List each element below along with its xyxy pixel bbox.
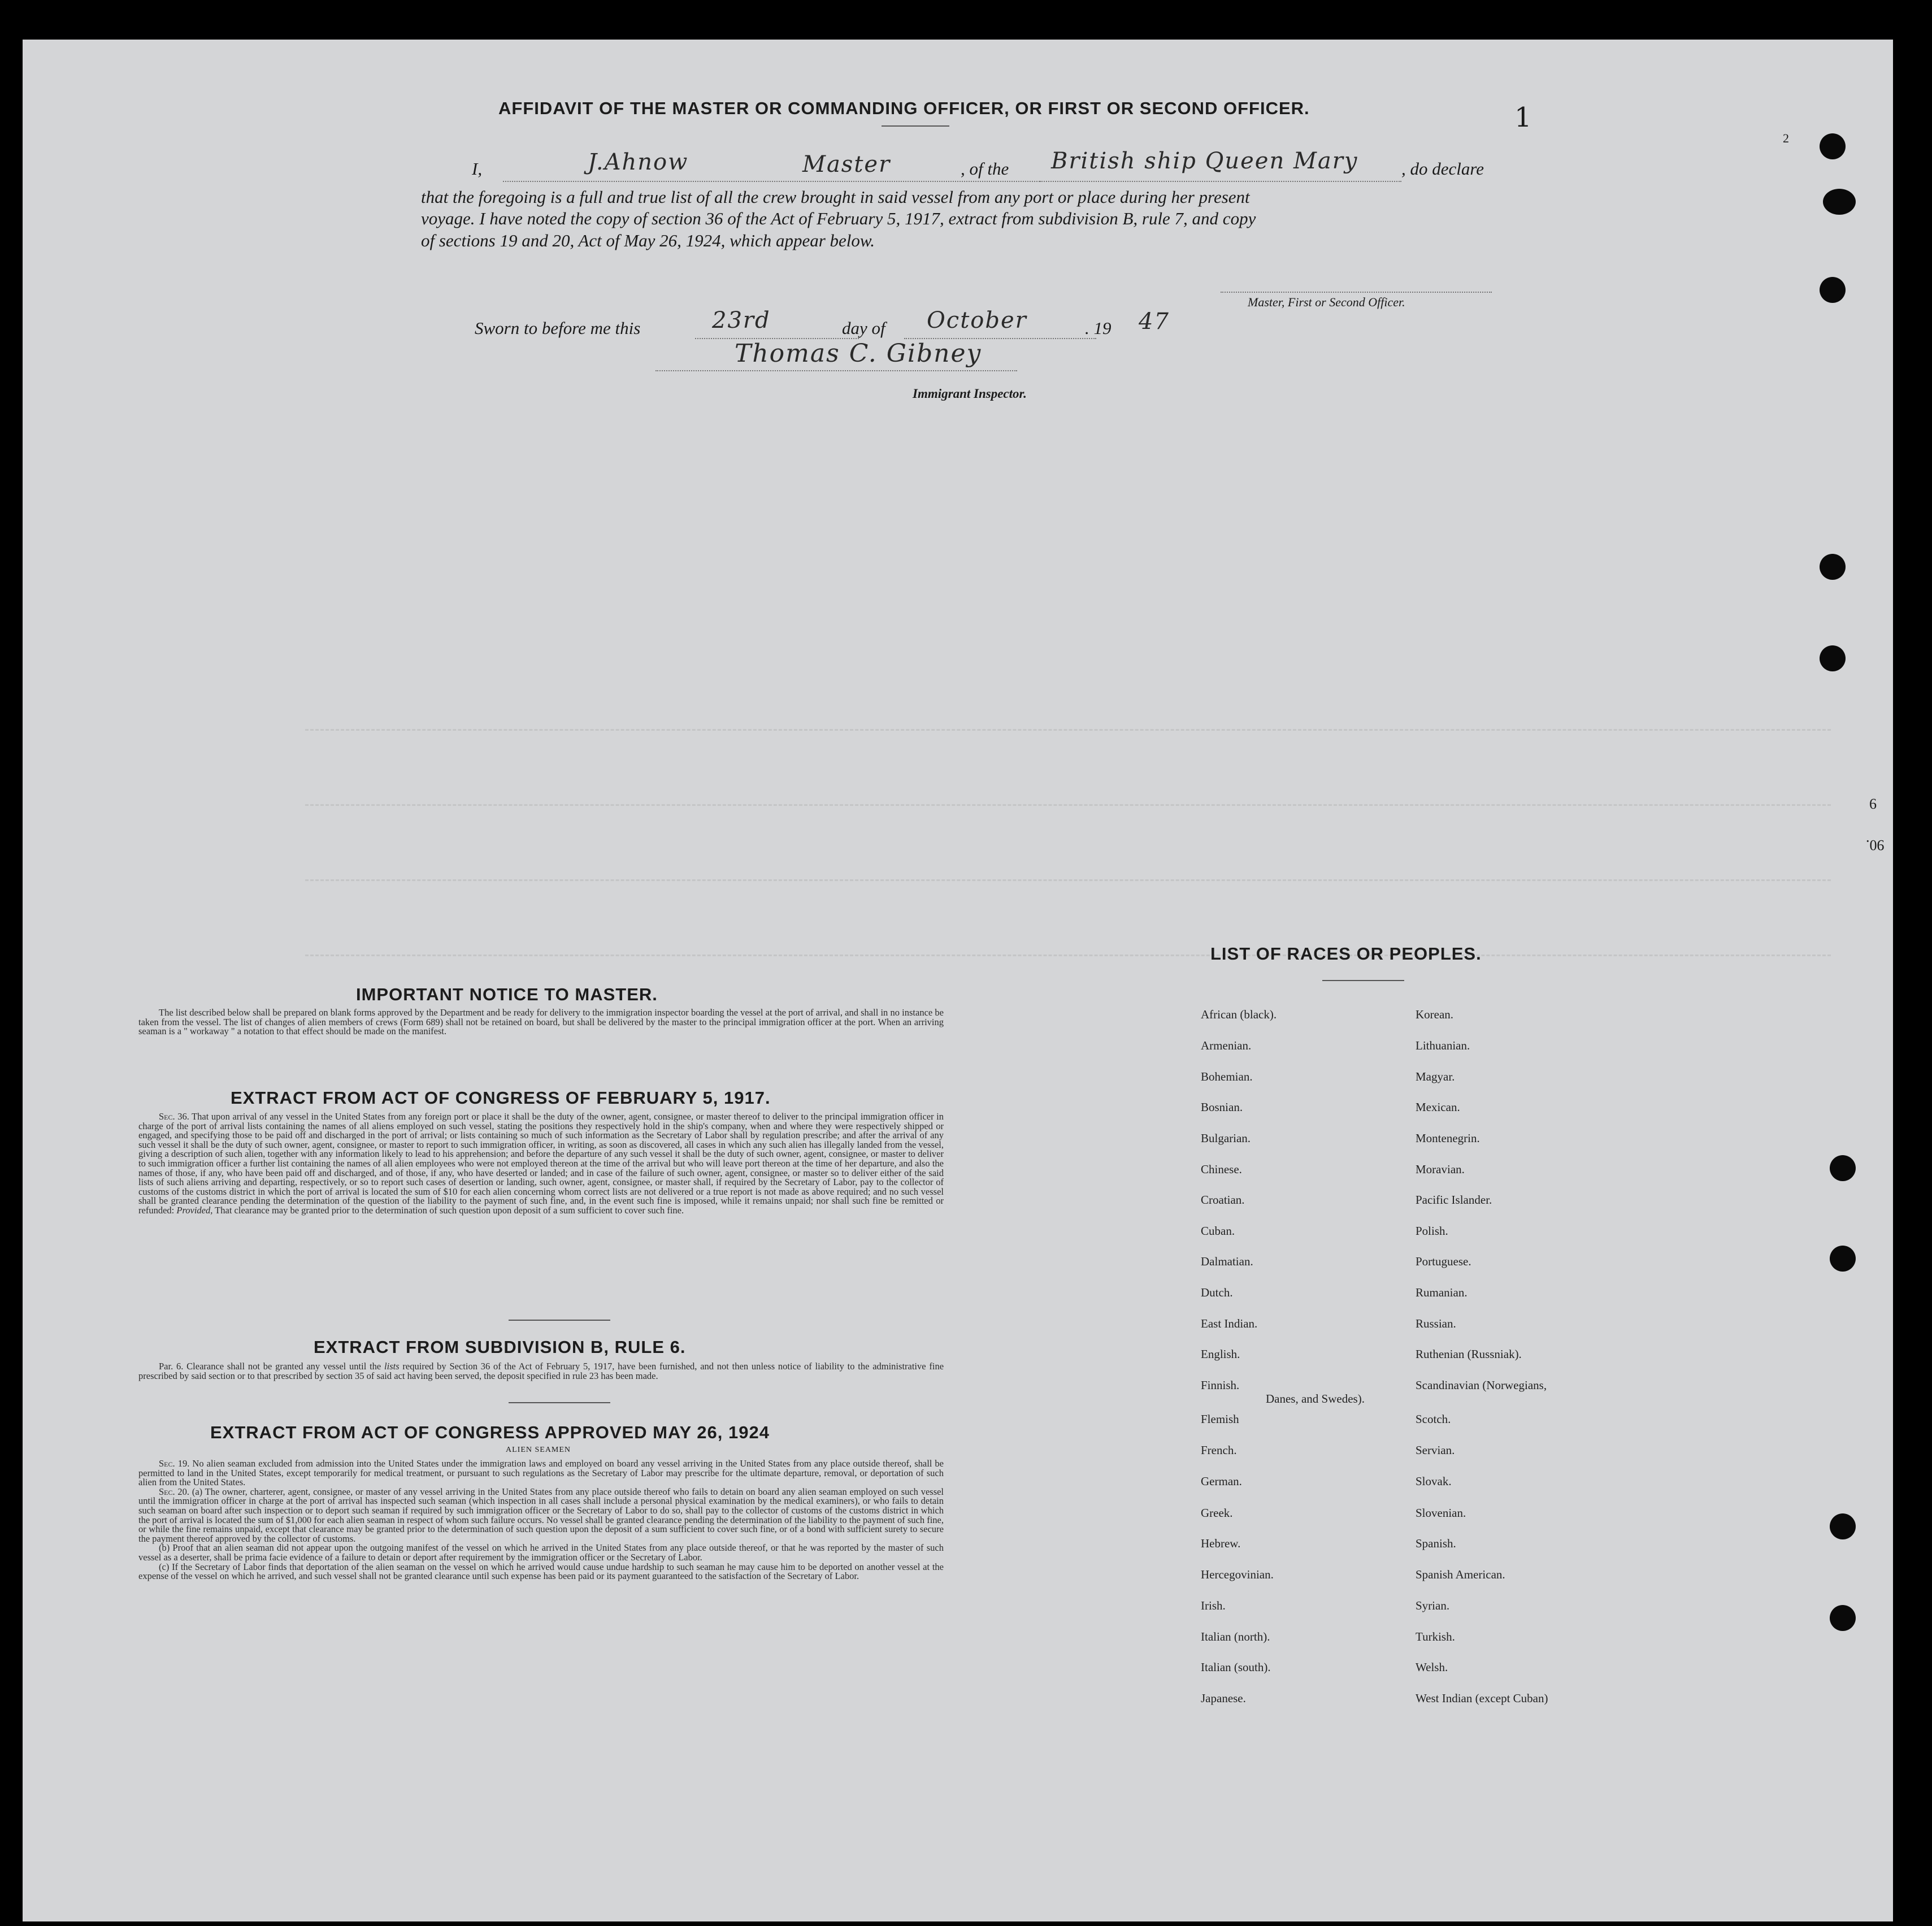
race-item: Croatian. (1201, 1193, 1245, 1207)
race-item: Montenegrin. (1416, 1131, 1480, 1145)
race-item: Korean. (1416, 1008, 1454, 1021)
margin-mark-mid-b: 90. (1866, 837, 1885, 853)
binder-hole (1823, 189, 1856, 215)
rule6-title: EXTRACT FROM SUBDIVISION B, RULE 6. (314, 1337, 686, 1357)
inspector-rule (655, 370, 1017, 371)
extract-1924-title: EXTRACT FROM ACT OF CONGRESS APPROVED MAY 26, 1924 (210, 1422, 770, 1442)
vessel-name: British ship Queen Mary (1051, 148, 1358, 174)
rule6-text-a: Clearance shall not be granted any vessel until the (186, 1361, 385, 1372)
declaration-line-2: voyage. I have noted the copy of section 36 of the Act of February 5, 1917, extract from subdivision B, rule 7, and copy (421, 209, 1256, 228)
race-item: Irish. (1201, 1599, 1226, 1612)
vessel-rule (1040, 181, 1401, 182)
extract-1917-title: EXTRACT FROM ACT OF CONGRESS OF FEBRUARY 5, 1917. (231, 1088, 771, 1108)
race-item: English. (1201, 1347, 1240, 1361)
race-item: Bosnian. (1201, 1100, 1243, 1114)
race-item: Spanish. (1416, 1537, 1456, 1550)
race-item: Russian. (1416, 1317, 1456, 1330)
race-item: Italian (north). (1201, 1630, 1270, 1643)
lists-word: lists (384, 1361, 400, 1372)
race-item: Rumanian. (1416, 1286, 1468, 1299)
race-item: Turkish. (1416, 1630, 1455, 1643)
race-item: Portuguese. (1416, 1255, 1471, 1268)
binder-hole (1830, 1246, 1856, 1272)
i-label: I, (472, 159, 483, 179)
extract-1924-text (138, 1459, 944, 1581)
binder-hole (1830, 1513, 1856, 1539)
race-item: African (black). (1201, 1008, 1277, 1021)
race-item: Scotch. (1416, 1412, 1451, 1426)
divider-1 (509, 1320, 610, 1321)
binder-hole (1820, 554, 1846, 580)
master-name: J.Ahnow (588, 149, 689, 175)
divider-2 (509, 1402, 610, 1403)
page-mark: 1 (1514, 102, 1532, 133)
race-item: Servian. (1416, 1443, 1455, 1457)
rule6-text (138, 1362, 944, 1381)
year-prefix: . 19 (1085, 318, 1112, 338)
notice-paragraph: The list described below shall be prepared on blank forms approved by the Department and be ready for delivery to the immigration inspector boarding the vessel at the port of arrival, and shall in no instance be taken from the vessel. The list of changes of alien members of crews (Form 689) shall not be retained on board, but shall be delivered by the master to the principal immigration officer at the port. When an arriving seaman is a " workaway " a notation to that effect should be made on the manifest. (138, 1007, 944, 1037)
race-item: Italian (south). (1201, 1660, 1271, 1674)
race-item: Spanish American. (1416, 1568, 1505, 1581)
race-item: Pacific Islander. (1416, 1193, 1492, 1207)
do-declare-label: , do declare (1401, 159, 1484, 179)
race-item: Slovenian. (1416, 1506, 1466, 1520)
sworn-year: 47 (1139, 309, 1170, 335)
race-item: Bulgarian. (1201, 1131, 1251, 1145)
sec36-text: That upon arrival of any vessel in the United States from any foreign port or place it shall be the duty of the owner, agent, consignee, or master thereof to deliver to the principal immigration officer in charge of the port of arrival lists containing the names of all aliens employed on such vessel, stating the positions they respectively hold in the ship's company, when and where they were respectively shipped or engaged, and specifying those to be paid off and discharged in the port of arrival; or lists containing so much of such information as the Secretary of Labor shall by regulation prescribe; and after the arrival of any such vessel it shall be the duty of such owner, agent, consignee, or master to report to such immigration officer, in writing, as soon as discovered, all cases in which any such alien has illegally landed from the vessel, giving a description of such alien, together with any information likely to lead to his apprehension; and before the departure of any such vessel it shall be the duty of such owner, agent, consignee, or master to deliver to such immigration officer a further list containing the names of all alien employees who were not employed thereon at the time of the arrival but who will leave port thereon at the time of her departure, and also the names of those, if any, who have been paid off and discharged, and of those, if any, who have deserted or landed; and in case of the failure of such owner, agent, consignee, or master so to deliver either of the said lists of such aliens arriving and departing, respectively, or so to report such cases of desertion or landing, such owner, agent, consignee, or master shall, if required by the Secretary of Labor, pay to the collector of customs of the customs district in which the port of arrival is located the sum of $10 for each alien concerning whom correct lists are not delivered or a true report is not made as above required; and no such vessel shall be granted clearance pending the determination of the question of the liability to the payment of such fine, and, in the event such fine is imposed, while it remains unpaid; nor shall such fine be remitted or refunded: (138, 1111, 944, 1216)
race-item: Moravian. (1416, 1162, 1465, 1176)
race-item: Chinese. (1201, 1162, 1242, 1176)
race-item: Dalmatian. (1201, 1255, 1253, 1268)
master-rank: Master (802, 151, 891, 177)
race-item: Mexican. (1416, 1100, 1460, 1114)
sec20c-text: (c) If the Secretary of Labor finds that deportation of the alien seaman on the vessel on which he arrived would cause undue hardship to such seaman he may cause him to be deported on another vessel at the expense of the vessel on which he arrived, and such vessel shall not be granted clearance until such expense has been paid or its payment guaranteed to the satisfaction of the Secretary of Labor. (138, 1561, 944, 1582)
title-underline (882, 125, 949, 127)
race-item: West Indian (except Cuban) (1416, 1691, 1548, 1705)
race-item: Hebrew. (1201, 1537, 1241, 1550)
notice-title: IMPORTANT NOTICE TO MASTER. (356, 984, 658, 1004)
document-sheet (23, 40, 1893, 1921)
race-item: French. (1201, 1443, 1237, 1457)
affidavit-title: AFFIDAVIT OF THE MASTER OR COMMANDING OFFICER, OR FIRST OR SECOND OFFICER. (498, 98, 1310, 118)
sec36-label: Sec. 36. (159, 1111, 189, 1122)
race-item: Polish. (1416, 1224, 1448, 1238)
extract-1917-text (138, 1112, 944, 1216)
notice-text (138, 1008, 944, 1036)
race-item: Ruthenian (Russniak). (1416, 1347, 1522, 1361)
day-of-label: day of (842, 318, 885, 338)
race-item: East Indian. (1201, 1317, 1258, 1330)
sec20b-text: (b) Proof that an alien seaman did not appear upon the outgoing manifest of the vessel on which he arrived in the United States from any place outside thereof, or that he was reported by the master of such vessel as a deserter, shall be prima facie evidence of a failure to detain or deport after requirement by the immigration officer or the Secretary of Labor. (138, 1542, 944, 1563)
declaration-line-1: that the foregoing is a full and true list of all the crew brought in said vessel from any port or place during her present (421, 187, 1250, 207)
provided-word: Provided, (176, 1204, 213, 1216)
race-item: German. (1201, 1474, 1242, 1488)
alien-seamen-subtitle: ALIEN SEAMEN (506, 1446, 571, 1454)
sec36-text-end: That clearance may be granted prior to the determination of such question upon deposit of a sum sufficient to cover such fine. (212, 1204, 684, 1216)
race-item: Flemish (1201, 1412, 1239, 1426)
race-item: Syrian. (1416, 1599, 1450, 1612)
race-item: Japanese. (1201, 1691, 1246, 1705)
master-signature-rule (1221, 292, 1492, 293)
race-item: Dutch. (1201, 1286, 1233, 1299)
sworn-month: October (927, 307, 1027, 333)
sec19-label: Sec. 19. (159, 1458, 190, 1469)
binder-hole (1820, 133, 1846, 159)
race-item: Armenian. (1201, 1039, 1252, 1052)
race-item: Scandinavian (Norwegians, (1416, 1378, 1547, 1392)
sec19-text: No alien seaman excluded from admission into the United States under the immigration laws and employed on board any vessel arriving in the United States from any place outside thereof, shall be permitted to land in the United States, except temporarily for medical treatment, or pursuant to such regulations as the Secretary of Labor may prescribe for the ultimate departure, removal, or deportation of such alien from the United States. (138, 1458, 944, 1488)
par6-label: Par. 6. (159, 1361, 184, 1372)
name-rule (503, 181, 1040, 182)
race-item: Bohemian. (1201, 1070, 1253, 1083)
race-item: Cuban. (1201, 1224, 1235, 1238)
declaration-line-3: of sections 19 and 20, Act of May 26, 1924, which appear below. (421, 231, 875, 250)
races-title: LIST OF RACES OR PEOPLES. (1210, 944, 1482, 964)
sworn-day: 23rd (712, 307, 771, 333)
binder-hole (1830, 1605, 1856, 1631)
binder-hole (1830, 1155, 1856, 1181)
margin-mark-top: 2 (1783, 131, 1789, 145)
race-item: Danes, and Swedes). (1266, 1392, 1365, 1406)
rule6-text-b: required by Section 36 of the Act of February 5, 1917, have been furnished, and not then unless notice of liability to the administrative fine prescribed by said section or to that prescribed by section 35 of said act having been served, the deposit specified in rule 23 has been made. (138, 1361, 944, 1381)
sworn-label: Sworn to before me this (475, 318, 641, 338)
master-label: Master, First or Second Officer. (1248, 295, 1405, 309)
races-underline (1322, 980, 1404, 981)
race-item: Lithuanian. (1416, 1039, 1470, 1052)
of-the-label: , of the (961, 159, 1009, 179)
race-item: Welsh. (1416, 1660, 1448, 1674)
race-item: Slovak. (1416, 1474, 1452, 1488)
sec20a-text: (a) The owner, charterer, agent, consignee, or master of any vessel arriving in the United States from any place outside thereof who fails to detain on board any alien seaman employed on such vessel until the immigration officer in charge at the port of arrival has inspected such seaman (which inspection in all cases shall include a personal physical examination by the medical examiners), or who fails to detain such seaman on board after such inspection or to deport such seaman if required by such immigration officer or the Secretary of Labor to do so, shall pay to the collector of customs of the customs district in which the port of arrival is located the sum of $1,000 for each alien seaman in respect of whom such failure occurs. No vessel shall be granted clearance pending the determination of the liability to the payment of such fine, or while the fine remains unpaid, except that clearance may be granted prior to the determination of such question upon the deposit of a sum sufficient to cover such fine, or of a bond with sufficient surety to secure the payment thereof approved by the collector of customs. (138, 1486, 944, 1544)
race-item: Magyar. (1416, 1070, 1455, 1083)
binder-hole (1820, 277, 1846, 303)
binder-hole (1820, 645, 1846, 671)
race-item: Greek. (1201, 1506, 1233, 1520)
sec20-label: Sec. 20. (159, 1486, 190, 1497)
inspector-label: Immigrant Inspector. (913, 387, 1027, 401)
race-item: Hercegovinian. (1201, 1568, 1274, 1581)
inspector-signature: Thomas C. Gibney (735, 339, 982, 368)
margin-mark-mid-a: 6 (1869, 796, 1877, 812)
race-item: Finnish. (1201, 1378, 1240, 1392)
